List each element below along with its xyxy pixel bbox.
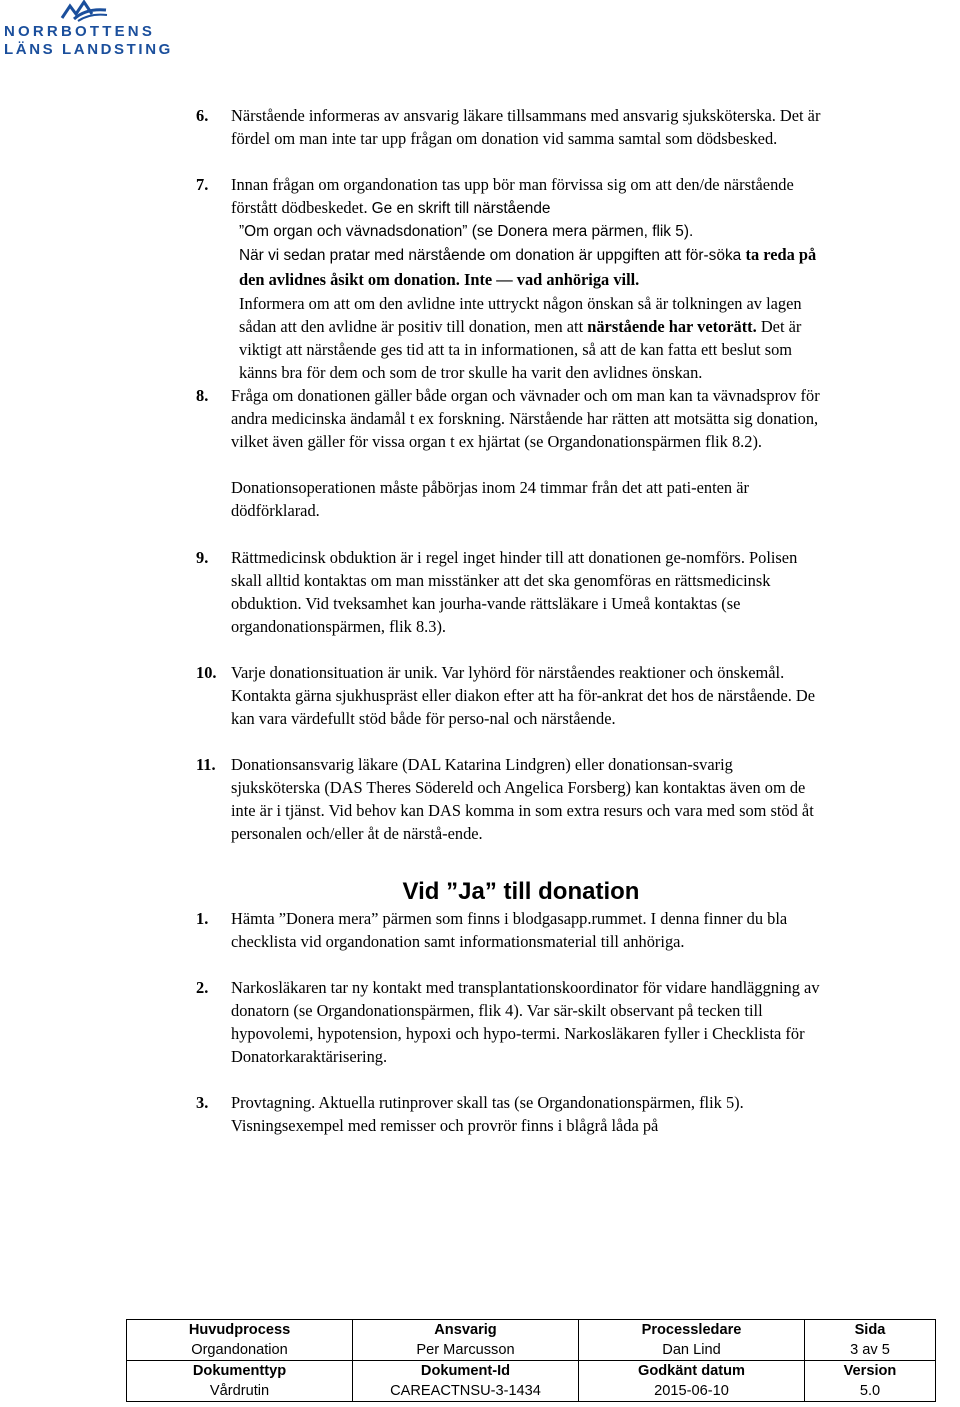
footer-label: Sida (854, 1322, 886, 1338)
section-heading: Vid ”Ja” till donation (402, 877, 640, 905)
footer-label: Ansvarig (434, 1322, 497, 1338)
footer-cell-dokumenttyp (127, 1361, 353, 1402)
footer-table (126, 1319, 936, 1402)
item-text: Provtagning. Aktuella rutinprover skall tas (se Organdonationspärmen, flik 5). Visningsexempel med remisser och provrör finns i blågrå låda på (231, 1093, 744, 1136)
list-item-7 (196, 173, 826, 384)
footer-value: Organdonation (191, 1342, 288, 1358)
item-number: 11. (196, 755, 216, 775)
item-text: Rättmedicinsk obduktion är i regel inget hinder till att donationen ge-nomförs. Polisen skall alltid kontaktas om man misstänker att det ska genomföras en rättsmedicinsk obduktion. Vid tveksamhet kan jourha-vande rättsläkare i Umeå kontaktas (se organdonationspärmen, flik 8.3). (231, 547, 798, 636)
item-text-part: Ge en skrift till närstående (371, 200, 551, 218)
document-body (196, 104, 826, 1137)
footer-value: Dan Lind (662, 1342, 721, 1358)
item-text-bold: ta reda på den avlidnes åsikt om donation. Inte — vad anhöriga vill. (239, 245, 817, 289)
item-text-part: När vi sedan pratar med närstående om donation är uppgiften att för-söka (239, 247, 742, 265)
footer-cell-huvudprocess (127, 1320, 353, 1361)
logo-line-1: NORRBOTTENS (4, 23, 156, 40)
footer-label: Version (843, 1363, 897, 1379)
footer-label: Processledare (641, 1322, 742, 1338)
footer-label: Dokument-Id (420, 1363, 511, 1379)
footer-label: Huvudprocess (188, 1322, 291, 1338)
footer-cell-ansvarig (353, 1320, 579, 1361)
ja-list-item-1 (196, 907, 826, 953)
footer-label: Godkänt datum (637, 1363, 746, 1379)
footer-value: 5.0 (859, 1383, 881, 1399)
item-text-sans (231, 243, 826, 291)
item-text: Donationsoperationen måste påbörjas inom 24 timmar från det att pati-enten är dödförklarad. (231, 478, 749, 521)
footer-cell-processledare (579, 1320, 805, 1361)
footer-cell-godkant-datum (579, 1361, 805, 1402)
item-text: Hämta ”Donera mera” pärmen som finns i blodgasapp.rummet. I denna finner du bla checklista vid organdonation samt informationsmaterial till anhöriga. (231, 908, 788, 951)
item-number: 1. (196, 908, 209, 928)
item-text: Närstående informeras av ansvarig läkare tillsammans med ansvarig sjuksköterska. Det är fördel om man inte tar upp frågan om donation vid samma samtal som dödsbesked. (231, 106, 821, 149)
item-number: 8. (196, 386, 209, 406)
item-text: Donationsansvarig läkare (DAL Katarina Lindgren) eller donationsan-svarig sjuksköterska (DAS Theres Södereld och Angelica Forsberg) kan kontaktas även om de inte är i tjänst. Vid behov kan DAS komma in som extra resurs och vara med som stöd åt personalen och/eller åt de närstå-ende. (231, 755, 814, 844)
item-text-sans: ”Om organ och vävnadsdonation” (se Donera mera pärmen, flik 5). (239, 223, 694, 241)
item-number: 9. (196, 547, 209, 567)
footer-row (127, 1320, 936, 1361)
footer-row (127, 1361, 936, 1402)
ja-list-item-3 (196, 1091, 826, 1137)
footer-value: 3 av 5 (850, 1342, 890, 1358)
item-text (231, 173, 826, 220)
footer-cell-version (805, 1361, 936, 1402)
list-item-9 (196, 546, 826, 638)
logo-wave-icon (60, 0, 108, 22)
item-number: 7. (196, 175, 209, 195)
item-text (231, 292, 826, 384)
logo-line-2: LÄNS LANDSTING (4, 41, 173, 58)
list-item-10 (196, 661, 826, 730)
item-text: Fråga om donationen gäller både organ och vävnader och om man kan ta vävnadsprov för andra medicinska ändamål t ex forskning. Närstående har rätten att motsätta sig donation, vilket även gäller för vissa organ t ex hjärtat (se Organdonationspärmen flik 8.2). (231, 386, 820, 452)
ja-list-item-2 (196, 976, 826, 1068)
item-text: Narkosläkaren tar ny kontakt med transplantationskoordinator för vidare handläggning av donatorn (se Organdonationspärmen, flik 4). Var sär-skilt observant på tecken till hypovolemi, hypotension, hypoxi och hypo-termi. Narkosläkaren fyller i Checklista för Donatorkaraktärisering. (231, 977, 820, 1066)
footer-value: CAREACTNSU-3-1434 (390, 1383, 541, 1399)
footer-cell-sida (805, 1320, 936, 1361)
item-text-part: Informera om att om den avlidne inte uttryckt någon önskan så är tolkningen av lagen sådan att den avlidne är positiv till donation, men att (239, 293, 802, 336)
item-number: 3. (196, 1093, 209, 1113)
footer-value: Per Marcusson (416, 1342, 515, 1358)
item-number: 6. (196, 106, 209, 125)
item-number: 10. (196, 662, 217, 682)
logo (4, 0, 173, 62)
footer-label: Dokumenttyp (192, 1363, 287, 1379)
item-text: Varje donationsituation är unik. Var lyhörd för närståendes reaktioner och önskemål. Kontakta gärna sjukhuspräst eller diakon efter att ha för-ankrat det hos de närstående. De kan vara värdefullt stöd både för perso-nal och närstående. (231, 662, 816, 729)
item-text-part: Det är viktigt att närstående ges tid att ta in informationen, så att de kan fatta ett beslut som känns bra för dem och som de tror skulle ha varit den avlidnes önskan. (239, 316, 802, 382)
list-item-8 (196, 384, 826, 522)
item-text-bold: närstående har vetorätt. (587, 316, 757, 336)
list-item-6 (196, 104, 826, 150)
footer-value: Vårdrutin (209, 1383, 270, 1399)
list-item-11 (196, 753, 826, 845)
item-number: 2. (196, 977, 209, 997)
footer-value: 2015-06-10 (654, 1383, 729, 1399)
item-text-part: Innan frågan om organdonation tas upp bör man förvissa sig om att den/de närstående förstått dödbeskedet. (231, 175, 794, 218)
footer-cell-dokument-id (353, 1361, 579, 1402)
